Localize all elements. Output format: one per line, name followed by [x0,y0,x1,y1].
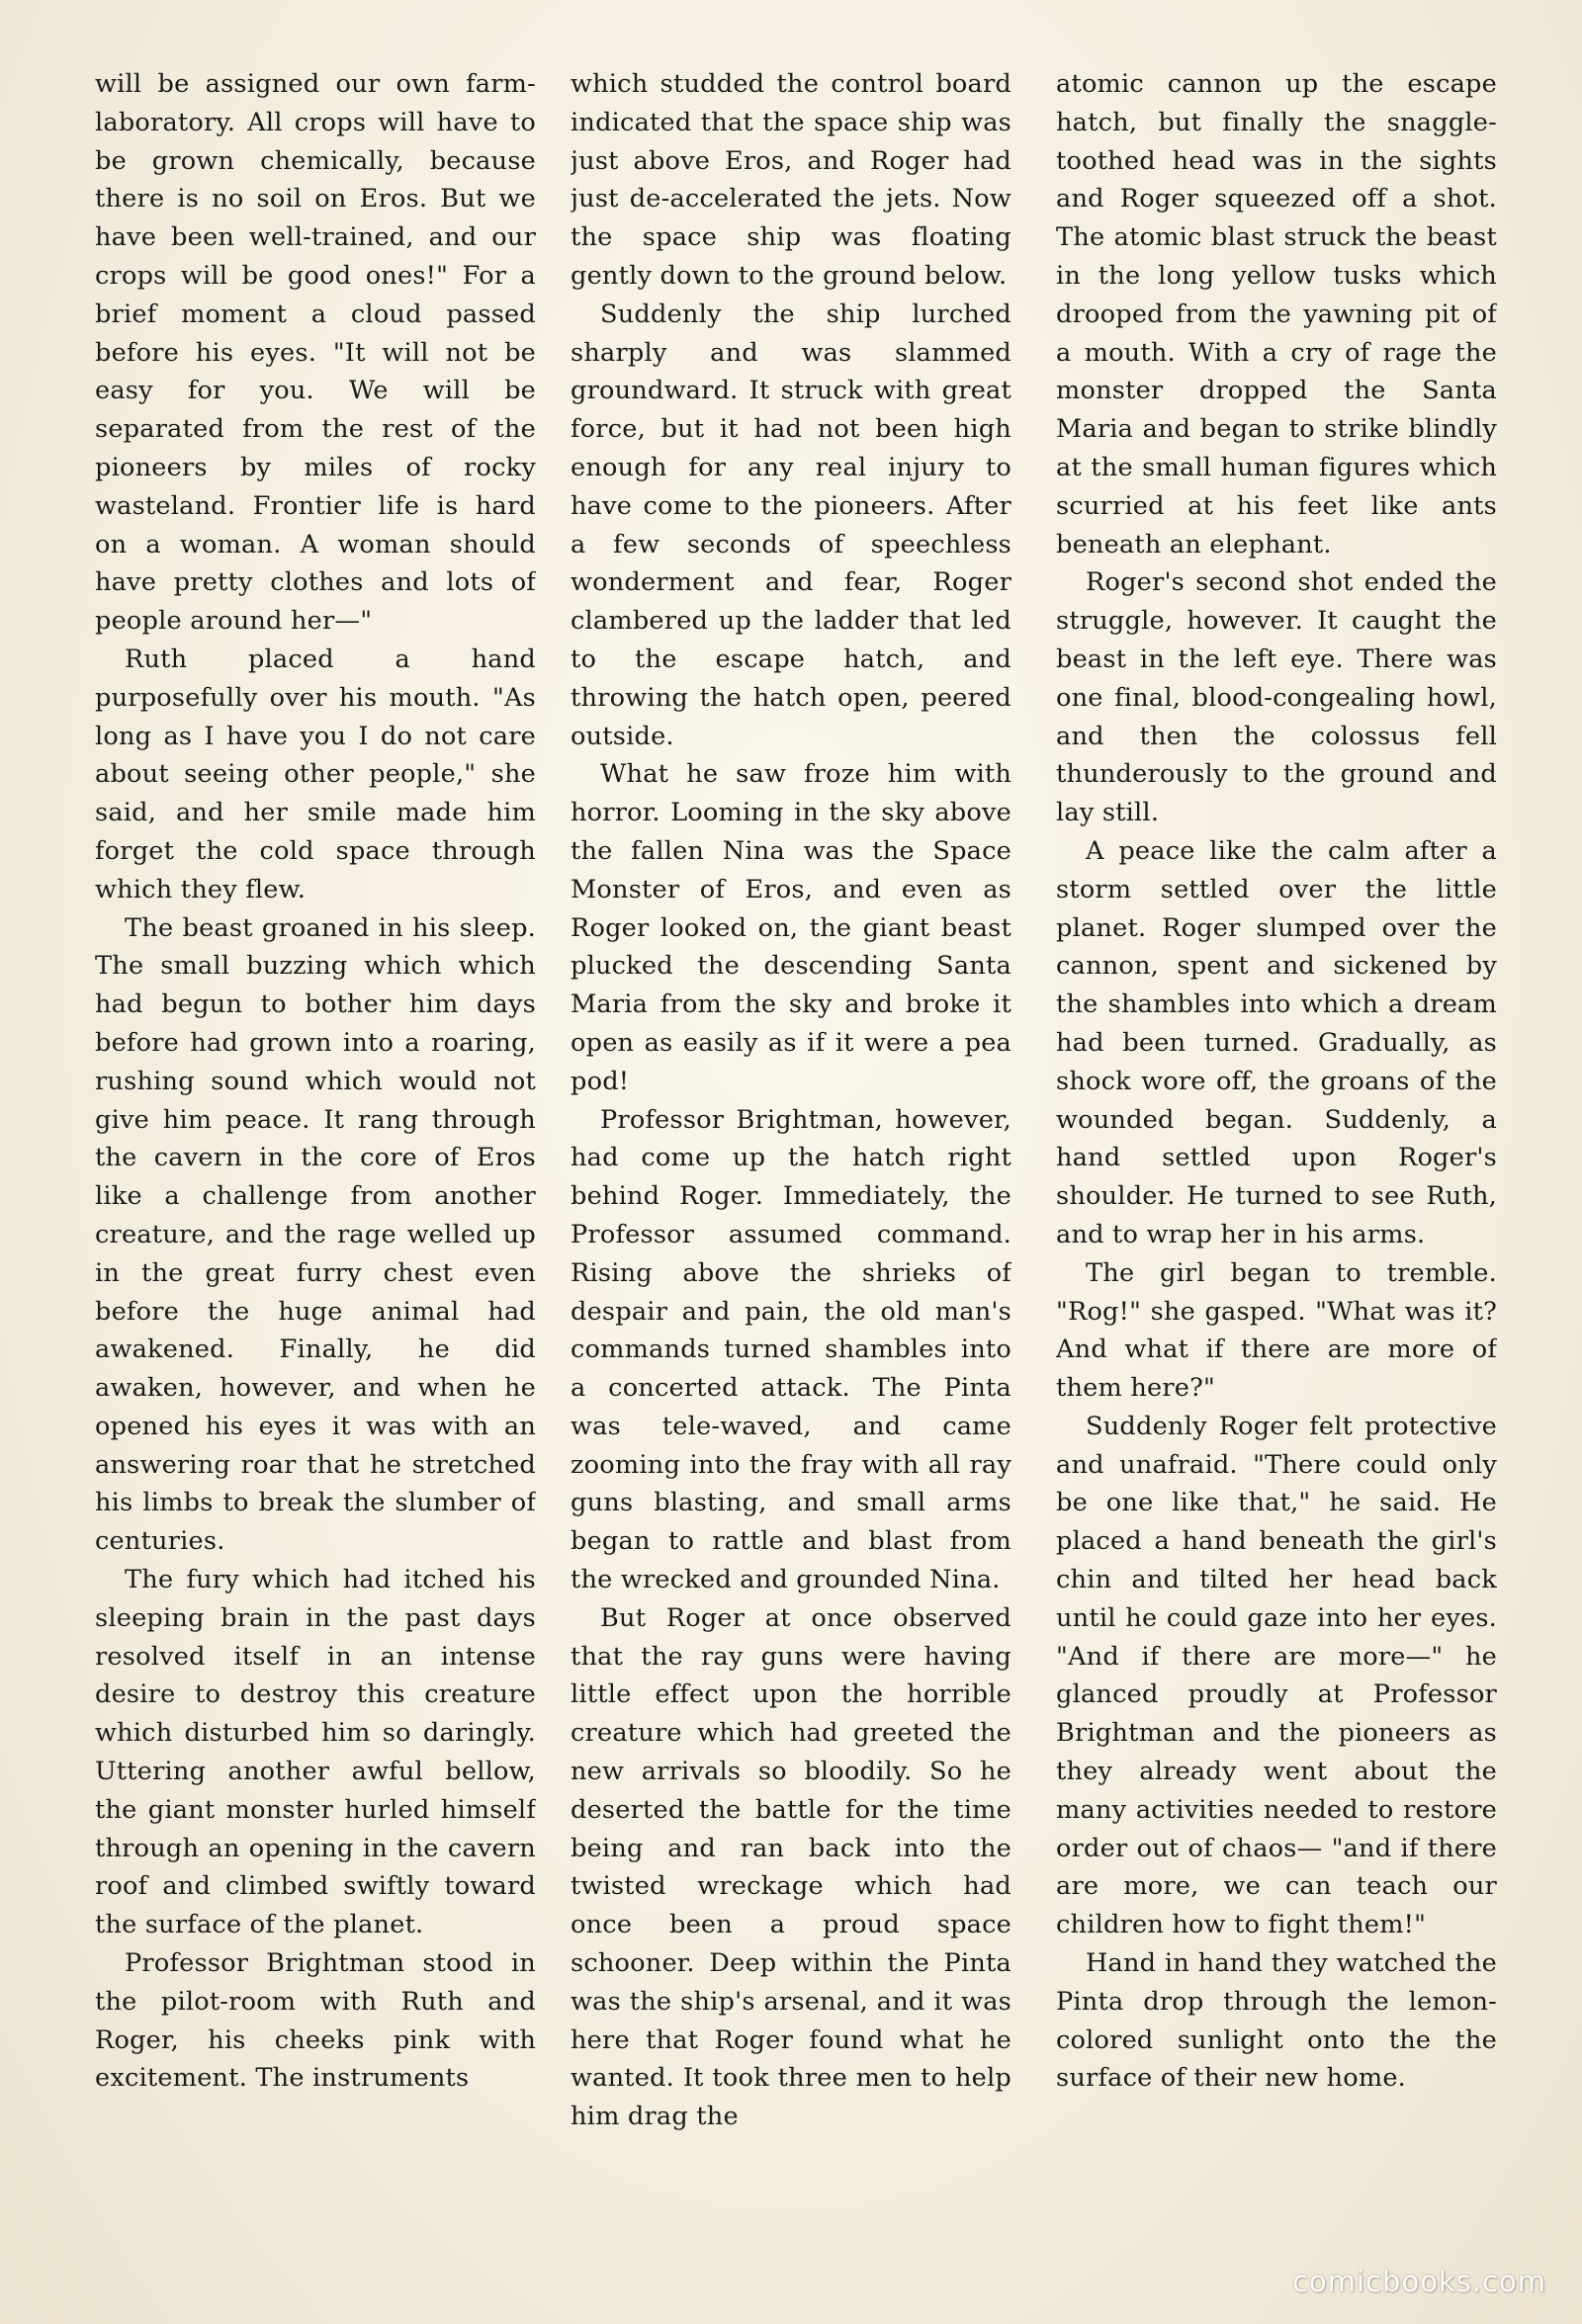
paragraph: But Roger at once observed that the ray guns were having little effect upon the horrible creature which had greeted the new arrivals so bloodily. So he deserted the battle for the time being and ran back into the twisted wreckage which had once been a proud space schooner. Deep within the Pinta was the ship's arsenal, and it was here that Roger found what he wanted. It took three men to help him drag the [571,1602,1011,2132]
paragraph: The beast groaned in his sleep. The small buzzing which which had begun to bother him days before had grown into a roaring, rushing sound which would not give him peace. It rang through the cavern in the core of Eros like a challenge from another creature, and the rage welled up in the great furry chest even before the huge animal had awakened. Finally, he did awaken, however, and when he opened his eyes it was with an answering roar that he stretched his limbs to break the slumber of centuries. [95,912,536,1557]
text-column-1 [95,65,536,2240]
paragraph: Hand in hand they watched the Pinta drop through the lemon-colored sunlight onto the the surface of their new home. [1056,1948,1497,2094]
paragraph: Roger's second shot ended the struggle, however. It caught the beast in the left eye. There was one final, blood-congealing howl, and then the colossus fell thunderously to the ground and lay still. [1056,567,1497,828]
paragraph: The girl began to tremble. "Rog!" she gasped. "What was it? And what if there are more of them here?" [1056,1257,1497,1404]
paragraph: Professor Brightman stood in the pilot-room with Ruth and Roger, his cheeks pink with excitement. The instruments [95,1948,536,2094]
text-column-2 [571,65,1011,2240]
paragraph: which studded the control board indicated that the space ship was just above Eros, and Roger had just de-accelerated the jets. Now the space ship was floating gently down to the ground below. [571,69,1011,291]
paragraph: Suddenly the ship lurched sharply and was slammed groundward. It struck with great force, but it had not been high enough for any real injury to have come to the pioneers. After a few seconds of speechless wonderment and fear, Roger clambered up the ladder that led to the escape hatch, and throwing the hatch open, peered outside. [571,299,1011,751]
paragraph: The fury which had itched his sleeping brain in the past days resolved itself in an intense desire to destroy this creature which disturbed him so daringly. Uttering another awful bellow, the giant monster hurled himself through an opening in the cavern roof and climbed swiftly toward the surface of the planet. [95,1565,536,1940]
paragraph: atomic cannon up the escape hatch, but finally the snaggle-toothed head was in the sights and Roger squeezed off a shot. The atomic blast struck the beast in the long yellow tusks which drooped from the yawning pit of a mouth. With a cry of rage the monster dropped the Santa Maria and began to strike blindly at the small human figures which scurried at his feet like ants beneath an elephant. [1056,69,1497,559]
paragraph: Ruth placed a hand purposefully over his mouth. "As long as I have you I do not care about seeing other people," she said, and her smile made him forget the cold space through which they flew. [95,644,536,904]
paragraph: Professor Brightman, however, had come up the hatch right behind Roger. Immediately, the Professor assumed command. Rising above the shrieks of despair and pain, the old man's commands turned shambles into a concerted attack. The Pinta was tele-waved, and came zooming into the fray with all ray guns blasting, and small arms began to rattle and blast from the wrecked and grounded Nina. [571,1104,1011,1595]
watermark: comicbooks.com [1292,2265,1546,2298]
paragraph: A peace like the calm after a storm settled over the little planet. Roger slumped over the cannon, spent and sickened by the shambles into which a dream had been turned. Gradually, as shock wore off, the groans of the wounded began. Suddenly, a hand settled upon Roger's shoulder. He turned to see Ruth, and to wrap her in his arms. [1056,835,1497,1249]
text-column-3 [1056,65,1497,2240]
paragraph: What he saw froze him with horror. Looming in the sky above the fallen Nina was the Space Monster of Eros, and even as Roger looked on, the giant beast plucked the descending Santa Maria from the sky and broke it open as easily as if it were a pea pod! [571,759,1011,1096]
paragraph: will be assigned our own farm-laboratory. All crops will have to be grown chemically, because there is no soil on Eros. But we have been well-trained, and our crops will be good ones!" For a brief moment a cloud passed before his eyes. "It will not be easy for you. We will be separated from the rest of the pioneers by miles of rocky wasteland. Frontier life is hard on a woman. A woman should have pretty clothes and lots of people around her—" [95,69,536,637]
paragraph: Suddenly Roger felt protective and unafraid. "There could only be one like that," he said. He placed a hand beneath the girl's chin and tilted her head back until he could gaze into her eyes. "And if there are more—" he glanced proudly at Professor Brightman and the pioneers as they already went about the many activities needed to restore order out of chaos— "and if there are more, we can teach our children how to fight them!" [1056,1411,1497,1940]
